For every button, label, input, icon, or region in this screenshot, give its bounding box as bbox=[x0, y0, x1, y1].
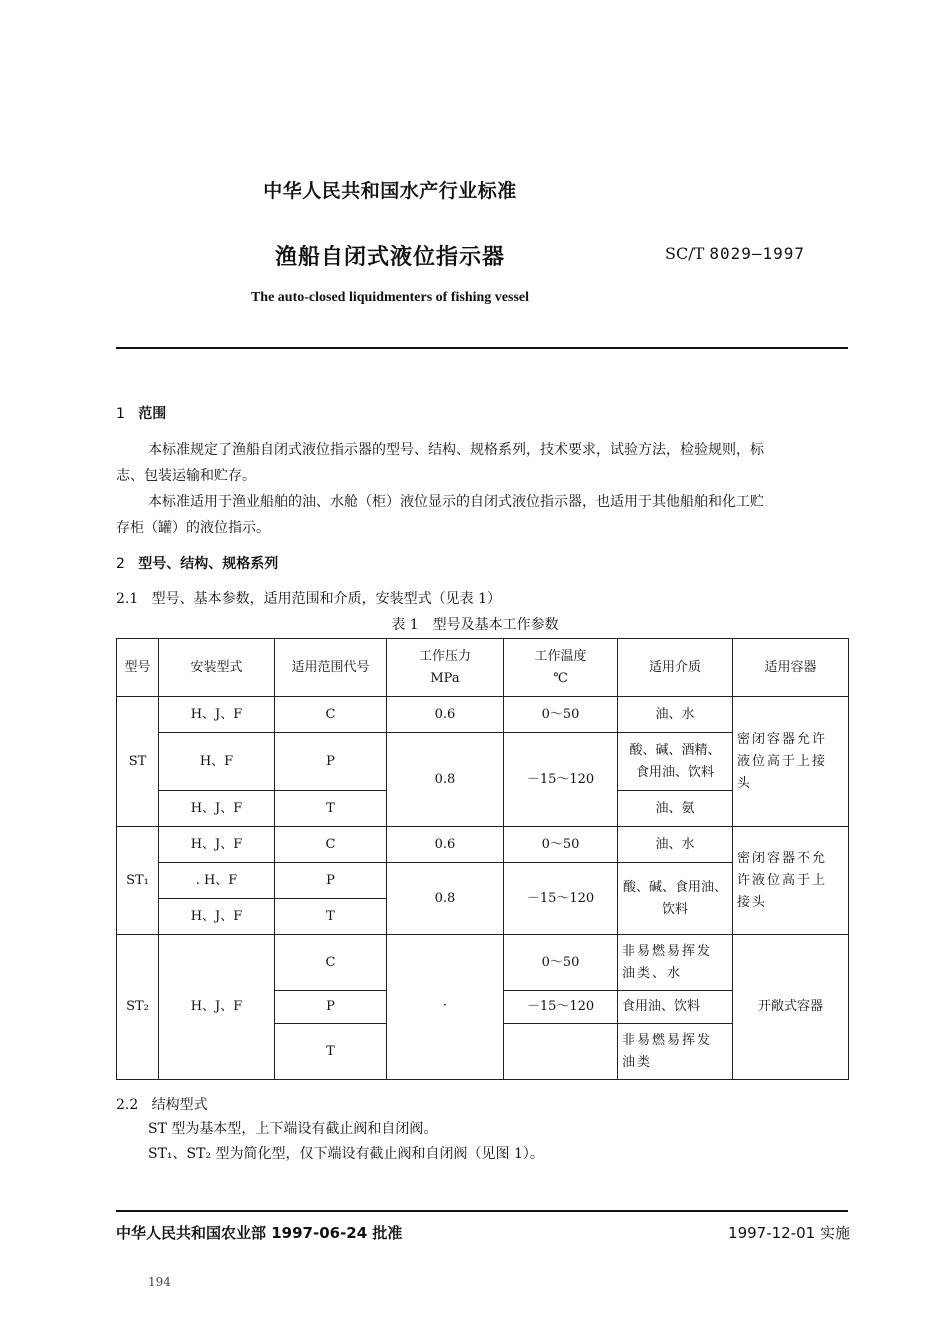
st1-r2-install: . H、F bbox=[159, 863, 275, 899]
section-2-2-title: 结构型式 bbox=[151, 1097, 208, 1113]
st1-container-line-1: 密闭容器不允 bbox=[737, 850, 828, 866]
header-container: 适用容器 bbox=[733, 639, 849, 697]
header-model: 型号 bbox=[117, 639, 159, 697]
st-model: ST bbox=[117, 697, 159, 827]
header-pressure bbox=[387, 639, 504, 697]
st-r2-install: H、F bbox=[159, 733, 275, 791]
section-1-title: 范围 bbox=[138, 406, 167, 422]
header-range-code: 适用范围代号 bbox=[275, 639, 387, 697]
st-r3-install: H、J、F bbox=[159, 791, 275, 827]
st1-r23-medium-line-1: 酸、碱、食用油、 bbox=[622, 879, 727, 895]
st-r3-code: T bbox=[275, 791, 387, 827]
st1-r3-code: T bbox=[275, 899, 387, 935]
standard-code-number: 8029—1997 bbox=[709, 244, 806, 263]
st2-r1-temp: 0～50 bbox=[504, 935, 618, 991]
st1-container-line-3: 接头 bbox=[737, 894, 768, 910]
header-pressure-line-1: 工作压力 bbox=[418, 648, 471, 664]
st1-model: ST₁ bbox=[117, 827, 159, 935]
section-2-1 bbox=[116, 586, 501, 612]
table-1 bbox=[116, 638, 849, 1080]
section-1-heading bbox=[116, 403, 166, 423]
header-divider bbox=[116, 347, 848, 349]
st2-install: H、J、F bbox=[159, 935, 275, 1080]
page-number: 194 bbox=[148, 1275, 171, 1289]
section-2-2-line-2: ST₁、ST₂ 型为简化型，仅下端设有截止阀和自闭阀（见图 1）。 bbox=[148, 1146, 544, 1162]
st1-r23-pressure: 0.8 bbox=[387, 863, 504, 935]
section-2-heading bbox=[116, 553, 278, 573]
table-row bbox=[117, 697, 849, 733]
st2-r2-code: P bbox=[275, 991, 387, 1024]
st1-r1-pressure: 0.6 bbox=[387, 827, 504, 863]
st2-r3-medium-line-2: 油类 bbox=[622, 1054, 653, 1070]
section-2-1-text: 型号、基本参数，适用范围和介质，安装型式（见表 1） bbox=[151, 591, 501, 607]
st1-container-line-2: 许液位高于上 bbox=[737, 872, 828, 888]
st1-r1-code: C bbox=[275, 827, 387, 863]
st-r1-code: C bbox=[275, 697, 387, 733]
st-container-line-1: 密闭容器允许 bbox=[737, 731, 828, 747]
st1-r2-code: P bbox=[275, 863, 387, 899]
footer-divider bbox=[116, 1210, 848, 1212]
st-r2-medium-line-1: 酸、碱、酒精、 bbox=[629, 742, 721, 758]
st2-r3-temp bbox=[504, 1024, 618, 1080]
table-row bbox=[117, 935, 849, 991]
section-2-2-heading bbox=[116, 1092, 208, 1118]
standard-code-prefix: SC/T bbox=[665, 244, 705, 263]
st-r23-pressure: 0.8 bbox=[387, 733, 504, 827]
st2-r2-temp: －15～120 bbox=[504, 991, 618, 1024]
st-container-line-2: 液位高于上接 bbox=[737, 753, 828, 769]
header-temp-line-1: 工作温度 bbox=[534, 648, 587, 664]
st-r2-code: P bbox=[275, 733, 387, 791]
st1-r23-medium bbox=[618, 863, 733, 935]
document-title: 渔船自闭式液位指示器 bbox=[274, 245, 505, 270]
st1-r23-temp: －15～120 bbox=[504, 863, 618, 935]
header-install: 安装型式 bbox=[159, 639, 275, 697]
st1-container bbox=[733, 827, 849, 935]
english-title: The auto-closed liquidmenters of fishing vessel bbox=[250, 290, 530, 305]
header-medium: 适用介质 bbox=[618, 639, 733, 697]
st2-r3-medium bbox=[618, 1024, 733, 1080]
table-header-row bbox=[117, 639, 849, 697]
st-container-line-3: 头 bbox=[737, 775, 753, 791]
table-row bbox=[117, 827, 849, 863]
st2-r3-medium-line-1: 非易燃易挥发 bbox=[622, 1032, 713, 1048]
st-r1-install: H、J、F bbox=[159, 697, 275, 733]
st-r3-medium: 油、氨 bbox=[618, 791, 733, 827]
implementation-date: 1997-12-01 实施 bbox=[728, 1224, 850, 1242]
section-1-para-2-line-1: 本标准适用于渔业船舶的油、水舱（柜）液位显示的自闭式液位指示器，也适用于其他船舶和化工贮 bbox=[148, 494, 764, 510]
st1-r1-temp: 0～50 bbox=[504, 827, 618, 863]
st-r1-temp: 0～50 bbox=[504, 697, 618, 733]
section-2-2-line-1: ST 型为基本型，上下端设有截止阀和自闭阀。 bbox=[148, 1121, 438, 1137]
st-r1-pressure: 0.6 bbox=[387, 697, 504, 733]
header-pressure-unit: MPa bbox=[430, 670, 460, 686]
section-2-title: 型号、结构、规格系列 bbox=[138, 556, 279, 572]
st2-r1-code: C bbox=[275, 935, 387, 991]
st1-r1-medium: 油、水 bbox=[618, 827, 733, 863]
standard-code bbox=[665, 244, 805, 263]
section-2-1-number: 2.1 bbox=[116, 591, 139, 607]
st1-r23-medium-line-2: 饮料 bbox=[661, 901, 688, 917]
st1-r1-install: H、J、F bbox=[159, 827, 275, 863]
section-1-number: 1 bbox=[116, 406, 125, 422]
st-r2-medium-line-2: 食用油、饮料 bbox=[635, 764, 714, 780]
section-2-2-number: 2.2 bbox=[116, 1097, 139, 1113]
section-1-para-1-line-2: 志、包装运输和贮存。 bbox=[116, 468, 256, 484]
industry-standard-title: 中华人民共和国水产行业标准 bbox=[263, 180, 517, 202]
st-r23-temp: －15～120 bbox=[504, 733, 618, 827]
st-container bbox=[733, 697, 849, 827]
st2-r1-medium-line-2: 油类、水 bbox=[622, 965, 683, 981]
st2-pressure: · bbox=[387, 935, 504, 1080]
header-temp-unit: ℃ bbox=[553, 670, 568, 686]
section-1-para-2-line-2: 存柜（罐）的液位指示。 bbox=[116, 520, 270, 536]
st2-r1-medium-line-1: 非易燃易挥发 bbox=[622, 943, 713, 959]
table-1-caption: 表 1 型号及基本工作参数 bbox=[391, 617, 559, 633]
st2-model: ST₂ bbox=[117, 935, 159, 1080]
header-temp bbox=[504, 639, 618, 697]
approval-line: 中华人民共和国农业部 1997-06-24 批准 bbox=[116, 1224, 403, 1242]
st-r2-medium bbox=[618, 733, 733, 791]
st1-r3-install: H、J、F bbox=[159, 899, 275, 935]
st2-container: 开敞式容器 bbox=[733, 935, 849, 1080]
section-2-number: 2 bbox=[116, 556, 125, 572]
section-1-para-1-line-1: 本标准规定了渔船自闭式液位指示器的型号、结构、规格系列，技术要求，试验方法，检验规则，标 bbox=[148, 442, 764, 458]
st2-r1-medium bbox=[618, 935, 733, 991]
st-r1-medium: 油、水 bbox=[618, 697, 733, 733]
st2-r2-medium: 食用油、饮料 bbox=[618, 991, 733, 1024]
st2-r3-code: T bbox=[275, 1024, 387, 1080]
